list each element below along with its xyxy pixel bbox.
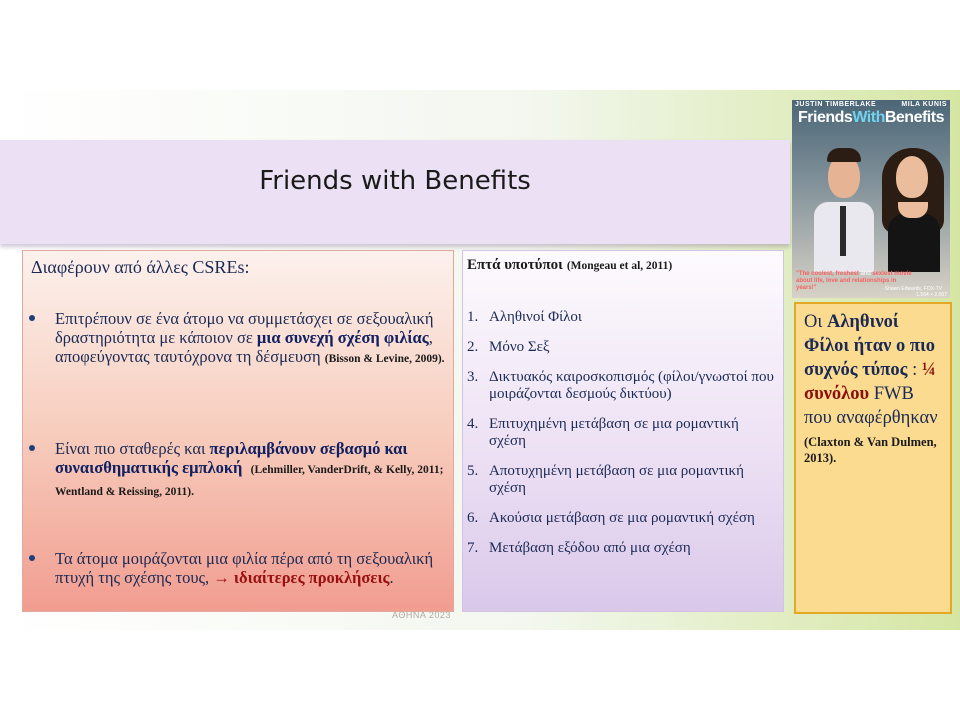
arrow-icon: → [213, 568, 230, 587]
bullet-dot-icon [29, 445, 35, 451]
list-item-text: Αληθινοί Φίλοι [489, 309, 582, 325]
bullet-text-2 [55, 439, 449, 502]
bullet-3-period: . [389, 568, 394, 587]
right-note-pre: Οι [804, 312, 827, 332]
list-item [467, 339, 779, 356]
poster-quote-and: and [860, 271, 871, 277]
poster-woman-dress [888, 214, 940, 272]
bullet-2-citation: (Lehmiller, VanderDrift, & Kelly, 2011; Wentland & Reissing, 2011). [55, 464, 444, 498]
poster-quote-rest: sexiest movie about life, love and relationships in years!" [796, 271, 912, 291]
list-number: 6. [467, 510, 479, 526]
list-item-text: Μόνο Σεξ [489, 339, 550, 355]
subtypes-citation: (Mongeau et al, 2011) [566, 260, 673, 272]
slide-footer: ΑΘΗΝΑ 2023 [392, 610, 451, 620]
list-number: 5. [467, 463, 479, 479]
bullet-item-2 [29, 439, 449, 502]
poster-title-part: Benefits [884, 109, 944, 126]
bullet-1-citation: (Bisson & Levine, 2009). [324, 353, 445, 365]
right-note-box [794, 302, 952, 614]
poster-title [794, 109, 948, 127]
poster-actor-left: JUSTIN TIMBERLAKE [795, 101, 877, 108]
bullet-3-highlight: ιδιαίτερες προκλήσεις [233, 568, 390, 587]
list-item-text: Επιτυχημένη μετάβαση σε μια ρομαντική σχέση [489, 416, 739, 449]
subtypes-heading: Επτά υποτύποι [467, 257, 563, 273]
right-note-colon: : [907, 360, 922, 380]
poster-size-label: 1.564 × 2.007 [916, 292, 947, 298]
poster-woman-figure [880, 142, 946, 272]
poster-title-part: Friends [798, 109, 853, 126]
list-number: 4. [467, 416, 479, 432]
subtypes-list [467, 309, 779, 570]
bullet-2-text: Είναι πιο σταθερές και [55, 439, 210, 458]
list-number: 1. [467, 309, 479, 325]
middle-panel [462, 250, 784, 612]
poster-woman-head [896, 156, 928, 198]
poster-quote-start: "The coolest, freshest [796, 271, 861, 277]
bullet-dot-icon [29, 555, 35, 561]
list-item-text: Αποτυχημένη μετάβαση σε μια ρομαντική σχέση [489, 463, 744, 496]
list-item [467, 416, 779, 450]
list-item [467, 510, 779, 527]
list-item-text: Δικτυακός καιροσκοπισμός (φίλοι/γνωστοί που μοιράζονται δεσμούς δικτύου) [489, 369, 774, 402]
bullet-item-3 [29, 549, 449, 587]
list-item-text: Ακούσια μετάβαση σε μια ρομαντική σχέση [489, 510, 755, 526]
bullet-1-text: Επιτρέπουν σε ένα άτομο να συμμετάσχει σε σεξουαλική δραστηριότητα με κάποιον σε [55, 309, 434, 347]
bullet-1-text-end: , αποφεύγοντας ταυτόχρονα τη δέσμευση [55, 328, 433, 366]
poster-actor-right: MILA KUNIS [901, 101, 947, 108]
list-number: 3. [467, 369, 479, 385]
list-item [467, 309, 779, 326]
list-item [467, 540, 779, 557]
bullet-1-bold: μια συνεχή σχέση φιλίας [256, 328, 429, 347]
poster-man-tie [840, 206, 846, 256]
movie-poster-image [792, 100, 950, 298]
right-note-highlight: ¼ συνόλου [804, 360, 936, 404]
poster-credit: -Shawn Edwards, FOX-TV [883, 286, 942, 292]
bullet-text-3 [55, 549, 449, 587]
bullet-item-1 [29, 309, 449, 369]
bullet-3-text: Τα άτομα μοιράζονται μια φιλία πέρα από τη σεξουαλική πτυχή της σχέσης τους, [55, 549, 434, 587]
bullet-2-bold: περιλαμβάνουν σεβασμό και συναισθηματικής εμπλοκή [55, 439, 408, 477]
bullet-dot-icon [29, 315, 35, 321]
middle-panel-heading [467, 257, 672, 274]
right-note-bold: Αληθινοί Φίλοι ήταν ο πιο συχνός τύπος [804, 312, 936, 380]
list-number: 7. [467, 540, 479, 556]
list-item [467, 369, 779, 403]
list-item-text: Μετάβαση εξόδου από μια σχέση [489, 540, 691, 556]
left-panel-heading: Διαφέρουν από άλλες CSREs: [31, 257, 250, 277]
right-note-citation: (Claxton & Van Dulmen, 2013). [804, 435, 937, 465]
poster-man-figure [812, 140, 874, 270]
bullet-text-1 [55, 309, 449, 369]
right-note-post: FWB που αναφέρθηκαν [804, 384, 938, 428]
left-panel [22, 250, 454, 612]
list-number: 2. [467, 339, 479, 355]
list-item [467, 463, 779, 497]
slide-title: Friends with Benefits [259, 166, 531, 196]
poster-man-hair [827, 148, 861, 162]
right-note-text [804, 310, 944, 469]
poster-actors [795, 101, 947, 108]
poster-title-part: With [852, 109, 885, 126]
